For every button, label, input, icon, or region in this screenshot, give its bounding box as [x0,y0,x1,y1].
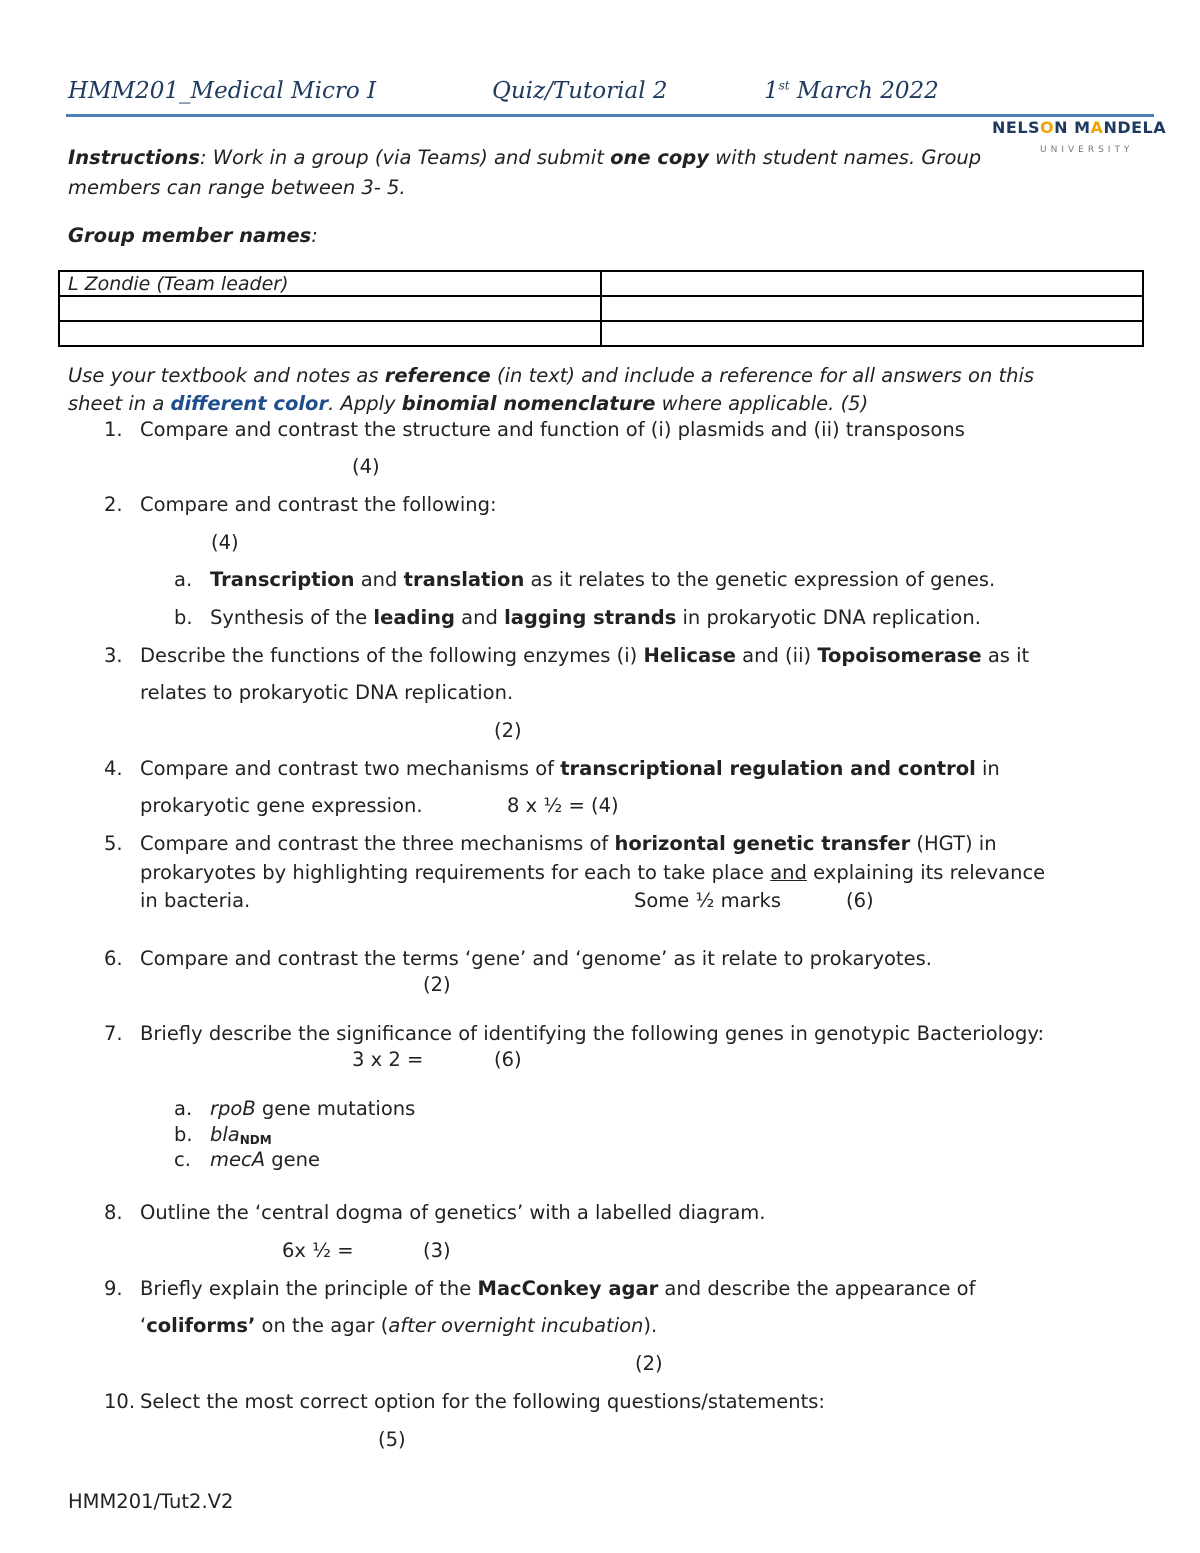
q5-note: Some ½ marks [634,889,782,912]
course-title: HMM201_Medical Micro I [68,78,377,104]
q2b-letter: b. [174,606,193,629]
quiz-title: Quiz/Tutorial 2 [492,78,668,104]
q2a-text: Transcription and translation as it relates to the genetic expression of genes. [210,568,996,591]
reference-instruction-line2: sheet in a different color. Apply binomial nomenclature where applicable. (5) [68,392,869,415]
q8-calc: 6x ½ = [282,1239,354,1262]
q4-number: 4. [104,757,123,780]
q2b-text: Synthesis of the leading and lagging strands in prokaryotic DNA replication. [210,606,981,629]
q8-text: Outline the ‘central dogma of genetics’ with a labelled diagram. [140,1201,766,1224]
instructions-line2: members can range between 3- 5. [68,176,406,199]
member-cell[interactable] [601,296,1143,321]
q2-number: 2. [104,493,123,516]
q5-number: 5. [104,832,123,855]
q9-text-line2: ‘coliforms’ on the agar (after overnight incubation). [140,1314,658,1337]
footer-code: HMM201/Tut2.V2 [68,1490,234,1513]
member-cell[interactable] [59,296,601,321]
q5-marks: (6) [846,889,874,912]
q7a-text: rpoB gene mutations [210,1097,416,1120]
q7b-text: blaNDM [210,1123,272,1147]
q9-text: Briefly explain the principle of the MacConkey agar and describe the appearance of [140,1277,976,1300]
q4-text-line2: prokaryotic gene expression. [140,794,423,817]
q3-marks: (2) [494,719,522,742]
quiz-date: 1st March 2022 [764,78,939,104]
q7a-letter: a. [174,1097,193,1120]
header-rule [66,114,1154,117]
q2-text: Compare and contrast the following: [140,493,497,516]
q10-text: Select the most correct option for the following questions/statements: [140,1390,825,1413]
table-row [59,296,1143,321]
q3-text-line2: relates to prokaryotic DNA replication. [140,681,514,704]
q3-text: Describe the functions of the following enzymes (i) Helicase and (ii) Topoisomerase as it [140,644,1030,667]
table-row [59,271,1143,296]
q8-number: 8. [104,1201,123,1224]
q7c-text: mecA gene [210,1148,320,1171]
q10-marks: (5) [378,1428,406,1451]
q1-text: Compare and contrast the structure and function of (i) plasmids and (ii) transposons [140,418,965,441]
instructions: Instructions: Work in a group (via Teams) and submit one copy with student names. Group [68,146,982,169]
table-row [59,321,1143,346]
q5-text-line3: in bacteria. [140,889,251,912]
q2a-letter: a. [174,568,193,591]
q6-marks: (2) [423,973,451,996]
q9-number: 9. [104,1277,123,1300]
q7c-letter: c. [174,1148,191,1171]
q8-marks: (3) [423,1239,451,1262]
q5-text-line2: prokaryotes by highlighting requirements for each to take place and explaining its relevance [140,861,1046,884]
q1-marks: (4) [352,455,380,478]
member-cell[interactable]: L Zondie (Team leader) [59,271,601,296]
university-logo-subtitle: UNIVERSITY [1040,145,1134,155]
q4-marks: 8 x ½ = (4) [507,794,619,817]
member-cell[interactable] [59,321,601,346]
q7-calc: 3 x 2 = [352,1048,424,1071]
q3-number: 3. [104,644,123,667]
q7-number: 7. [104,1022,123,1045]
member-cell[interactable] [601,271,1143,296]
q1-number: 1. [104,418,123,441]
q7-marks: (6) [494,1048,522,1071]
q9-marks: (2) [635,1352,663,1375]
q4-text: Compare and contrast two mechanisms of transcriptional regulation and control in [140,757,1000,780]
q7b-letter: b. [174,1123,193,1146]
group-members-table [58,270,1144,347]
q7-text: Briefly describe the significance of identifying the following genes in genotypic Bacteriology: [140,1022,1045,1045]
reference-instruction: Use your textbook and notes as reference (in text) and include a reference for all answers on this [68,364,1035,387]
university-logo: NELSON MANDELA [992,118,1167,137]
member-cell[interactable] [601,321,1143,346]
group-label: Group member names: [68,224,318,247]
q2-marks: (4) [211,531,239,554]
q10-number: 10. [104,1390,136,1413]
q5-text: Compare and contrast the three mechanisms of horizontal genetic transfer (HGT) in [140,832,997,855]
q6-number: 6. [104,947,123,970]
q6-text: Compare and contrast the terms ‘gene’ and ‘genome’ as it relate to prokaryotes. [140,947,932,970]
